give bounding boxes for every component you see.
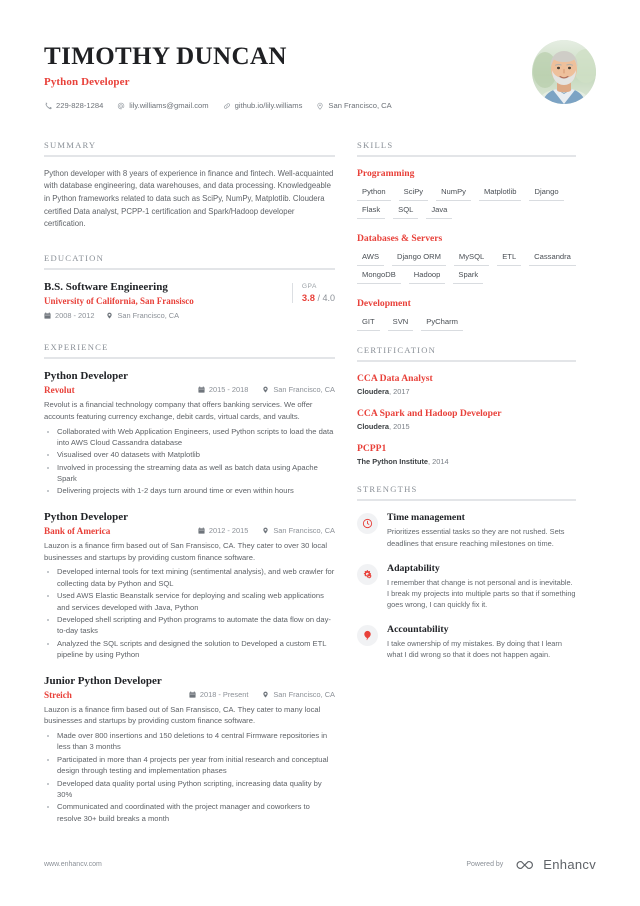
section-education <box>44 253 335 320</box>
header-text-block <box>44 38 392 110</box>
skill-tag: Flask <box>357 205 385 219</box>
powered-by-label: Powered by <box>466 861 504 868</box>
page-footer <box>44 857 596 872</box>
skill-tag-list <box>357 317 576 331</box>
job-bullet: Used AWS Elastic Beanstalk service for deploying and scaling web applications and services developed with Java, Python <box>44 590 335 613</box>
skill-tag: Hadoop <box>409 270 446 284</box>
certification-issuer: Cloudera <box>357 387 390 397</box>
job-dates <box>189 690 248 699</box>
skill-tag: Java <box>426 205 452 219</box>
strength-description: I remember that change is not personal and is inevitable. I break my projects into multiple parts so that if something goes wrong, I can quickly fix it. <box>387 577 576 609</box>
skill-group-title: Development <box>357 298 411 310</box>
job-header-line <box>44 385 335 395</box>
left-column <box>44 140 357 825</box>
gpa-scale: / 4.0 <box>317 292 335 303</box>
resume-body <box>44 140 596 825</box>
footer-brand-block <box>466 857 596 872</box>
section-skills <box>357 140 576 332</box>
skill-tag: Cassandra <box>529 252 576 266</box>
contact-list <box>44 101 392 110</box>
at-sign-icon <box>117 102 125 110</box>
strength-title: Time management <box>387 512 465 524</box>
divider <box>44 357 335 359</box>
job-bullet: Communicated and coordinated with the project manager and coworkers to resolve 30+ build breaks a month <box>44 801 335 824</box>
education-location <box>106 311 179 320</box>
skills-heading: SKILLS <box>357 139 394 150</box>
certification-entry <box>357 408 576 431</box>
location-pin-icon <box>262 691 269 698</box>
job-meta <box>198 385 335 394</box>
strength-body <box>387 563 576 610</box>
job-location <box>262 526 335 535</box>
education-dates-text: 2008 - 2012 <box>55 310 95 320</box>
infinity-icon <box>512 858 538 872</box>
job-description: Lauzon is a finance firm based out of San Fransisco, CA. They cater to over 30 local businesses and startups by providing custom finance software. <box>44 540 328 562</box>
skill-tag: Spark <box>453 270 483 284</box>
job-role: Python Developer <box>44 369 129 382</box>
job-company: Bank of America <box>44 525 111 536</box>
skill-group-development <box>357 298 576 331</box>
section-certification <box>357 345 576 466</box>
skill-tag: Python <box>357 187 391 201</box>
skill-tag: MySQL <box>454 252 489 266</box>
skill-tag: Django ORM <box>392 252 446 266</box>
skill-tag: Django <box>529 187 563 201</box>
certification-entry <box>357 443 576 466</box>
strength-description: Prioritizes essential tasks so they are not rushed. Sets deadlines that ensure reaching milestones on time. <box>387 527 565 548</box>
contact-email[interactable] <box>117 101 208 110</box>
gpa-value <box>302 292 335 303</box>
job-bullet: Collaborated with Web Application Engineers, used Python scripts to load the data into AWS Cloud Cassandra database <box>44 426 335 449</box>
location-pin-icon <box>262 527 269 534</box>
job-description: Lauzon is a finance firm based out of San Fransisco, CA. They cater to many local businesses and startups by providing custom finance software. <box>44 704 321 726</box>
gpa-number: 3.8 <box>301 291 315 303</box>
education-heading: EDUCATION <box>44 252 104 263</box>
education-dates <box>44 311 94 320</box>
education-entry <box>44 281 335 320</box>
job-location <box>262 690 335 699</box>
job-bullet: Analyzed the SQL scripts and designed the solution to Developed a custom ETL pipeline by using Python <box>44 638 335 661</box>
job-bullet: Made over 800 insertions and 150 deletions to 4 central Firmware repositories in less than 3 months <box>44 730 335 753</box>
location-pin-icon <box>106 312 113 319</box>
strength-entry <box>357 624 576 660</box>
job-role: Python Developer <box>44 510 129 523</box>
skill-tag: SciPy <box>399 187 428 201</box>
job-bullets <box>44 426 335 497</box>
skill-tag: GIT <box>357 317 380 331</box>
enhancv-logo[interactable] <box>512 857 596 872</box>
skill-tag: Matplotlib <box>479 187 522 201</box>
strength-description: I take ownership of my mistakes. By doing that I learn what I did wrong so that it does not happen again. <box>387 638 562 660</box>
balloon-icon <box>357 625 378 646</box>
job-dates-text: 2012 - 2015 <box>208 526 249 536</box>
footer-url[interactable]: www.enhancv.com <box>44 861 102 868</box>
divider <box>44 155 335 157</box>
gpa-block <box>292 283 335 303</box>
experience-entry <box>44 511 335 661</box>
job-location <box>262 385 335 394</box>
job-meta <box>189 690 335 699</box>
education-degree: B.S. Software Engineering <box>44 280 168 293</box>
strength-entry <box>357 512 576 548</box>
job-bullet: Developed shell scripting and Python programs to automate the data flow on day-to-day tasks <box>44 614 335 637</box>
skill-tag: ETL <box>497 252 521 266</box>
job-location-text: San Francisco, CA <box>273 385 335 395</box>
job-dates <box>198 526 248 535</box>
job-role: Junior Python Developer <box>44 674 162 687</box>
strength-entry <box>357 563 576 610</box>
strengths-heading: STRENGTHS <box>357 484 418 495</box>
summary-heading: SUMMARY <box>44 139 97 150</box>
strength-title: Adaptability <box>387 562 440 574</box>
job-bullet: Developed data quality portal using Python scripting, increasing data quality by 30% <box>44 778 335 801</box>
job-bullet: Involved in processing the streaming data as well as batch data using Apache Spark <box>44 462 335 485</box>
strength-body <box>387 624 576 660</box>
gears-icon <box>357 564 378 585</box>
skill-tag: NumPy <box>436 187 471 201</box>
calendar-icon <box>44 312 51 319</box>
section-summary <box>44 140 335 231</box>
skill-group-title: Databases & Servers <box>357 233 443 245</box>
skill-tag-list <box>357 187 576 219</box>
certification-issuer: Cloudera <box>357 422 390 432</box>
location-pin-icon <box>316 102 324 110</box>
location-pin-icon <box>262 386 269 393</box>
job-bullet: Visualised over 40 datasets with Matplotlib <box>44 449 335 460</box>
job-description: Revolut is a financial technology company that offers banking services. We offer accounts featuring currency exchange, debit cards, virtual cards, and vaults. <box>44 399 313 421</box>
job-company: Streich <box>44 689 72 700</box>
divider <box>357 155 576 157</box>
skill-tag: MongoDB <box>357 270 401 284</box>
experience-entry <box>44 370 335 497</box>
certification-meta: Cloudera, 2017 <box>357 387 410 397</box>
certification-year: 2017 <box>393 387 410 397</box>
education-location-text: San Francisco, CA <box>117 310 180 320</box>
contact-location-text: San Francisco, CA <box>328 101 392 111</box>
contact-phone-text: 229-828-1284 <box>56 101 104 111</box>
skill-tag: SQL <box>393 205 418 219</box>
skill-tag: AWS <box>357 252 384 266</box>
skill-tag: PyCharm <box>421 317 463 331</box>
certification-issuer: The Python Institute <box>357 457 429 467</box>
certification-name: PCPP1 <box>357 443 387 455</box>
education-entry-main <box>44 281 194 320</box>
contact-website[interactable] <box>223 101 303 110</box>
skill-group-databases <box>357 233 576 284</box>
right-column <box>357 140 576 660</box>
contact-email-text: lily.williams@gmail.com <box>129 101 209 111</box>
job-bullets <box>44 566 335 660</box>
job-location-text: San Francisco, CA <box>273 690 335 699</box>
clock-icon <box>357 513 378 534</box>
education-meta <box>44 311 194 320</box>
job-header-line <box>44 526 335 536</box>
job-meta <box>198 526 335 535</box>
certification-entry <box>357 373 576 396</box>
certification-year: 2015 <box>393 422 410 432</box>
avatar <box>532 40 596 104</box>
gpa-label: GPA <box>301 282 317 290</box>
certification-meta: The Python Institute, 2014 <box>357 457 449 467</box>
certification-heading: CERTIFICATION <box>357 345 437 356</box>
certification-name: CCA Spark and Hadoop Developer <box>357 408 502 420</box>
skill-tag: SVN <box>388 317 414 331</box>
contact-phone[interactable] <box>44 101 103 110</box>
contact-location <box>316 101 391 110</box>
divider <box>44 268 335 270</box>
section-strengths <box>357 484 576 660</box>
page-title: TIMOTHY DUNCAN <box>44 43 287 70</box>
certification-name: CCA Data Analyst <box>357 373 433 385</box>
skill-group-title: Programming <box>357 167 415 179</box>
skill-group-programming <box>357 168 576 219</box>
job-dates-text: 2015 - 2018 <box>208 385 249 395</box>
job-dates <box>198 385 248 394</box>
section-experience <box>44 342 335 824</box>
calendar-icon <box>198 527 205 534</box>
summary-text: Python developer with 8 years of experience in finance and fintech. Well-acquainted with database engineering, data warehouses, and data processing. Knowledgeable in Python frameworks related to data such as SciPy, NumPy, Matplotlib. Cloudera certified Data analyst, PCPP-1 certification and Spark/Hadoop developer certification. <box>44 168 334 229</box>
contact-website-text: github.io/lily.williams <box>234 101 303 111</box>
skill-tag-list <box>357 252 576 284</box>
job-bullet: Delivering projects with 1-2 days turn around time or even within hours <box>44 485 335 496</box>
calendar-icon <box>189 691 196 698</box>
job-header-line <box>44 690 335 700</box>
resume-header <box>44 38 596 110</box>
strength-body <box>387 512 576 548</box>
job-location-text: San Francisco, CA <box>273 526 335 536</box>
job-company: Revolut <box>44 384 75 395</box>
phone-icon <box>44 102 52 110</box>
job-bullet: Developed internal tools for text mining (sentimental analysis), and web crawler for collecting data by Python and SQL <box>44 566 335 589</box>
experience-entry <box>44 675 335 825</box>
job-bullet: Participated in more than 4 projects per year from initial research and conceptual design through testing and implementation phases <box>44 754 335 777</box>
divider <box>357 360 576 362</box>
certification-year: 2014 <box>432 457 449 467</box>
certification-meta: Cloudera, 2015 <box>357 422 410 432</box>
job-dates-text: 2018 - Present <box>199 690 249 699</box>
brand-name: Enhancv <box>543 857 596 872</box>
education-school: University of California, San Fransisco <box>44 295 194 306</box>
job-bullets <box>44 730 335 824</box>
divider <box>357 499 576 501</box>
header-job-title: Python Developer <box>44 76 130 89</box>
strength-title: Accountability <box>387 623 449 635</box>
calendar-icon <box>198 386 205 393</box>
experience-heading: EXPERIENCE <box>44 341 109 352</box>
link-icon <box>223 102 231 110</box>
